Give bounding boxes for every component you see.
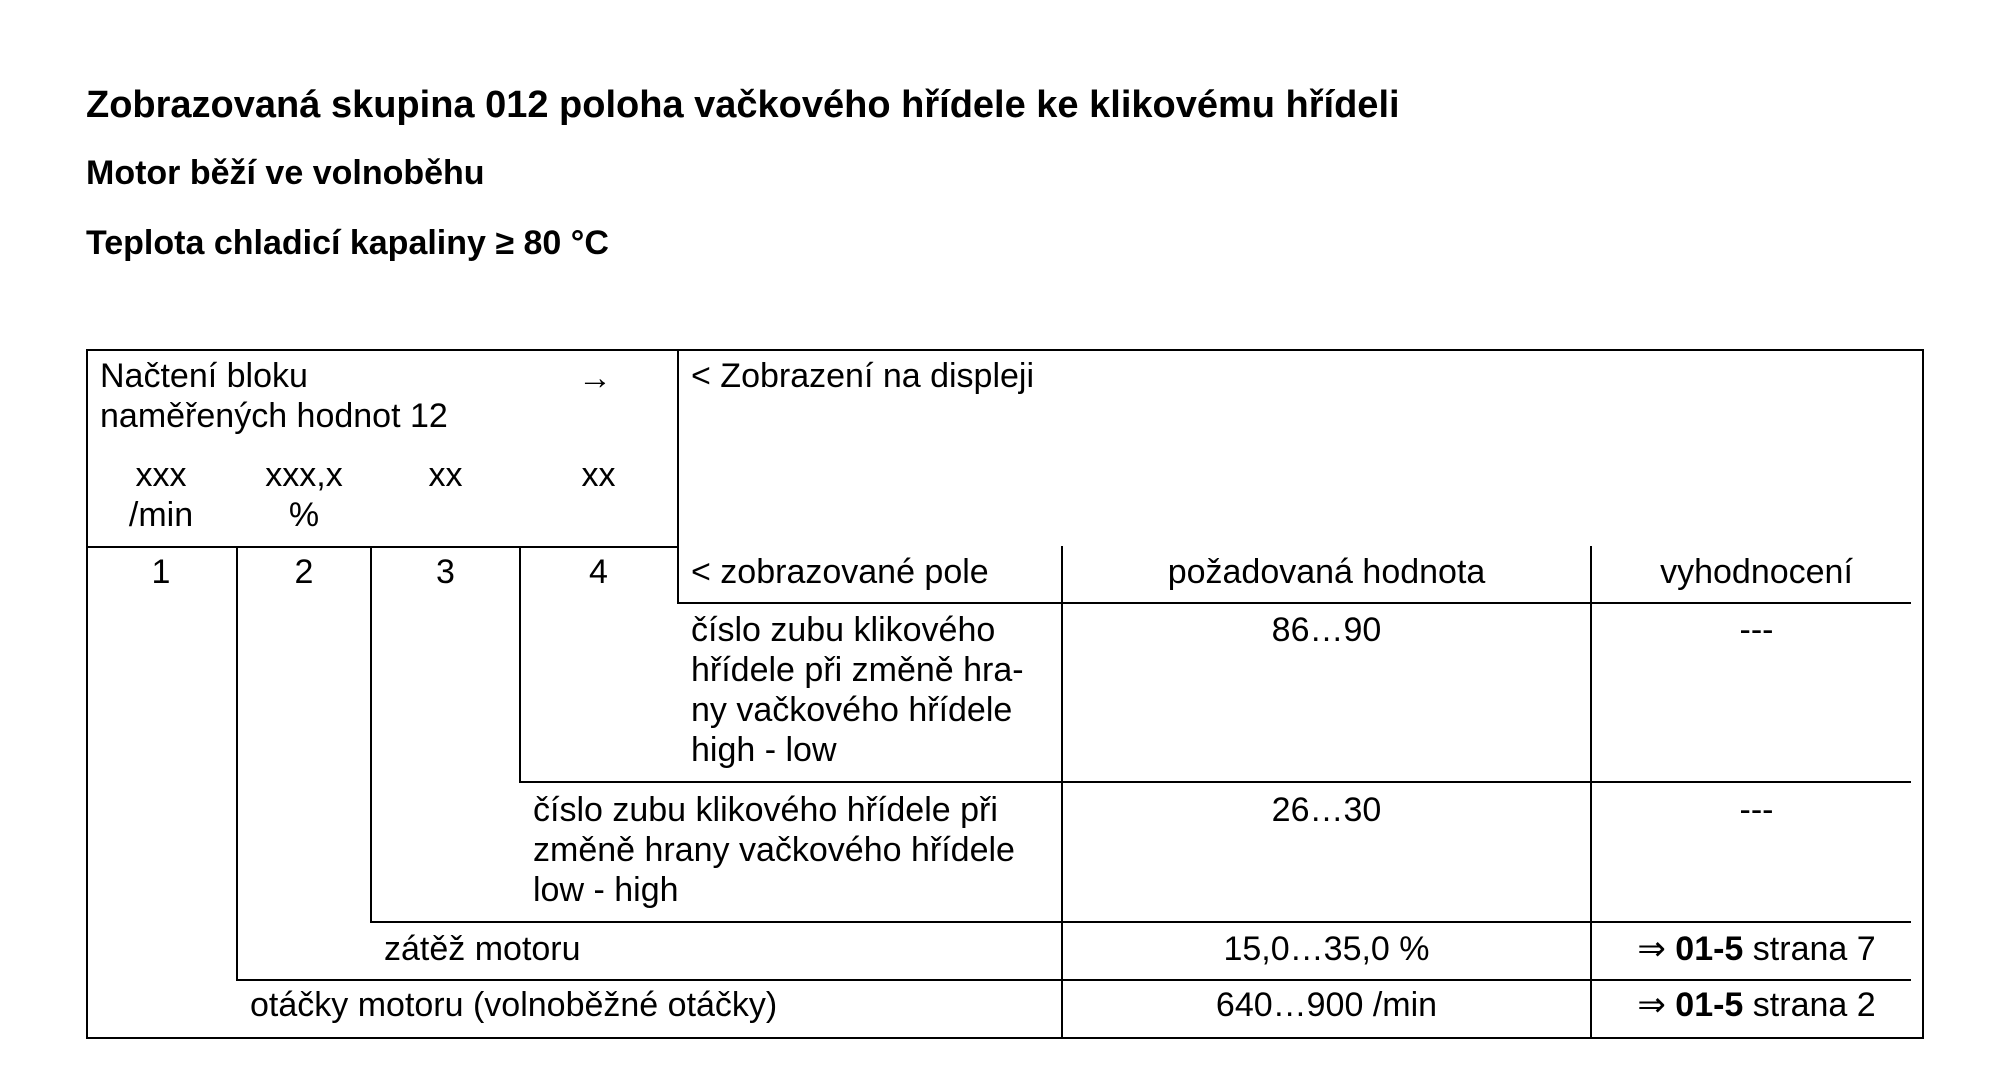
table-row-field-1-specified: 640…900 /min xyxy=(1215,986,1438,1024)
table-row-field-4-specified: 86…90 xyxy=(1271,611,1382,649)
page-title: Zobrazovaná skupina 012 poloha vačkového hřídele ke klikovému hřídeli xyxy=(86,84,1400,126)
evaluation-reference: 01-5 xyxy=(1675,986,1744,1024)
condition-coolant-temp: Teplota chladicí kapaliny ≥ 80 °C xyxy=(86,224,609,262)
column-header-field: < zobrazované pole xyxy=(691,553,989,591)
field-number-3: 3 xyxy=(436,553,455,591)
evaluation-reference: 01-5 xyxy=(1675,930,1744,968)
block-label-line-1: Načtení bloku xyxy=(100,357,308,395)
divider-row-3 xyxy=(236,979,1911,981)
field-number-4: 4 xyxy=(589,553,608,591)
block-label-line-2: naměřených hodnot 12 xyxy=(100,397,448,435)
field-format-3: xx xyxy=(428,456,463,494)
table-row-field-3-specified: 26…30 xyxy=(1271,791,1382,829)
field-format-2: xxx,x % xyxy=(265,456,343,534)
divider-row-2 xyxy=(370,921,1911,923)
divider-column-header xyxy=(677,602,1911,604)
table-row-field-2-description: zátěž motoru xyxy=(384,930,581,968)
evaluation-page: strana 7 xyxy=(1752,930,1876,968)
condition-idle: Motor běží ve volnoběhu xyxy=(86,154,485,192)
implies-arrow-icon: ⇒ xyxy=(1637,986,1666,1024)
divider-field-1 xyxy=(236,546,238,981)
right-arrow-icon: → xyxy=(578,359,612,397)
evaluation-page: strana 2 xyxy=(1752,986,1876,1024)
table-top-border xyxy=(86,349,1924,351)
divider-field-2 xyxy=(370,546,372,923)
table-row-field-4-evaluation: --- xyxy=(1739,611,1774,649)
implies-arrow-icon: ⇒ xyxy=(1637,930,1666,968)
table-row-field-3-evaluation: --- xyxy=(1739,791,1774,829)
table-row-field-4-description: číslo zubu klikového hřídele při změně hra- ny vačkového hřídele high - low xyxy=(691,611,1024,769)
field-format-1: xxx /min xyxy=(128,456,194,534)
field-number-1: 1 xyxy=(151,553,171,591)
table-row-field-3-description: číslo zubu klikového hřídele při změně hrany vačkového hřídele low - high xyxy=(533,791,1015,909)
divider-row-1 xyxy=(519,781,1911,783)
display-label: < Zobrazení na displeji xyxy=(691,357,1035,395)
table-row-field-2-evaluation xyxy=(1590,929,1923,969)
table-left-border xyxy=(86,349,88,1039)
column-header-evaluation: vyhodnocení xyxy=(1660,553,1853,591)
divider-header-left xyxy=(86,546,679,548)
table-row-field-1-description: otáčky motoru (volnoběžné otáčky) xyxy=(250,986,778,1024)
column-header-specified: požadovaná hodnota xyxy=(1167,553,1486,591)
table-row-field-1-evaluation xyxy=(1590,985,1923,1025)
field-number-2: 2 xyxy=(294,553,314,591)
table-row-field-2-specified: 15,0…35,0 % xyxy=(1223,930,1430,968)
table-bottom-border xyxy=(86,1037,1924,1039)
field-format-4: xx xyxy=(581,456,616,494)
